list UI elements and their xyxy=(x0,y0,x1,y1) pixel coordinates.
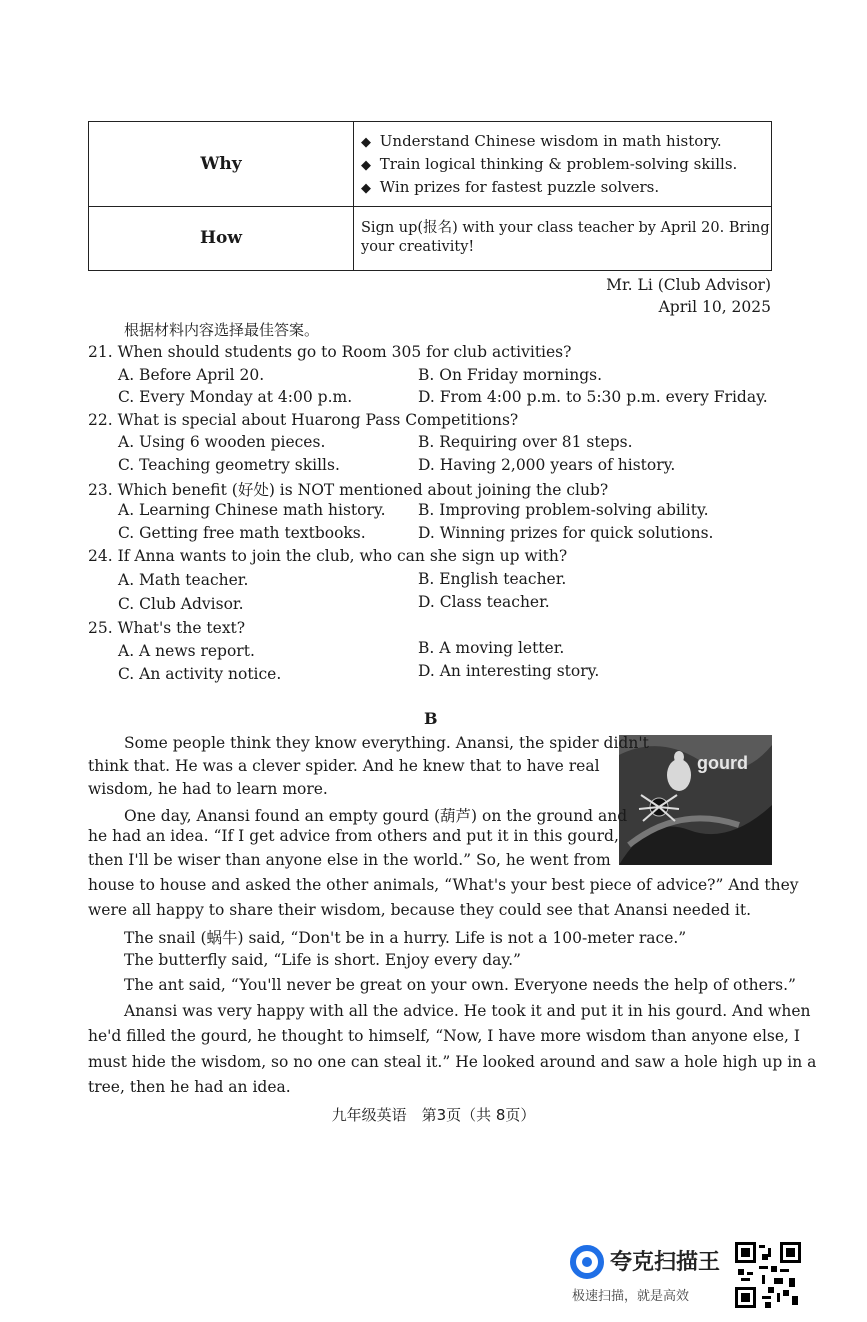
question-stem: 21. When should students go to Room 305 for club activities? xyxy=(88,343,572,361)
option: C. An activity notice. xyxy=(118,665,282,683)
why-item: ◆ Train logical thinking & problem-solving skills. xyxy=(361,155,738,173)
story-line: Anansi was very happy with all the advice. He took it and put it in his gourd. And when xyxy=(124,1002,811,1020)
scanner-brand xyxy=(570,1243,730,1307)
question-stem: 23. Which benefit (好处) is NOT mentioned about joining the club? xyxy=(88,481,609,499)
story-line: then I'll be wiser than anyone else in the world.” So, he went from xyxy=(88,851,611,869)
option: B. On Friday mornings. xyxy=(418,366,602,384)
question-stem: 24. If Anna wants to join the club, who can she sign up with? xyxy=(88,547,568,565)
story-line: house to house and asked the other animals, “What's your best piece of advice?” And they xyxy=(88,876,799,894)
option: D. Class teacher. xyxy=(418,593,550,611)
why-item: ◆ Understand Chinese wisdom in math history. xyxy=(361,132,722,150)
diamond-icon: ◆ xyxy=(361,181,371,196)
gourd-label: gourd xyxy=(697,753,748,773)
spider-gourd-illustration xyxy=(619,735,772,865)
why-row xyxy=(89,122,771,207)
signature-date: April 10, 2025 xyxy=(658,298,771,316)
how-text: Sign up(报名) with your class teacher by April 20. Bring xyxy=(361,220,770,236)
option: D. Winning prizes for quick solutions. xyxy=(418,524,714,542)
option: A. A news report. xyxy=(118,642,255,660)
why-label: Why xyxy=(89,122,354,206)
option: C. Club Advisor. xyxy=(118,595,244,613)
option: A. Math teacher. xyxy=(118,571,249,589)
option: C. Getting free math textbooks. xyxy=(118,524,366,542)
page-footer: 九年级英语 第3页（共 8页） xyxy=(331,1106,536,1124)
how-label: How xyxy=(89,206,354,270)
diamond-icon: ◆ xyxy=(361,135,371,150)
quark-logo-icon xyxy=(570,1245,604,1279)
question-stem: 25. What's the text? xyxy=(88,619,246,637)
question-stem: 22. What is special about Huarong Pass Competitions? xyxy=(88,411,519,429)
option: C. Every Monday at 4:00 p.m. xyxy=(118,388,353,406)
signature-name: Mr. Li (Club Advisor) xyxy=(606,276,771,294)
diamond-icon: ◆ xyxy=(361,158,371,173)
instruction: 根据材料内容选择最佳答案。 xyxy=(124,321,320,339)
option: A. Learning Chinese math history. xyxy=(118,501,386,519)
story-line: he had an idea. “If I get advice from others and put it in this gourd, xyxy=(88,827,619,845)
story-line: tree, then he had an idea. xyxy=(88,1078,291,1096)
section-heading: B xyxy=(424,709,438,728)
info-table xyxy=(88,121,772,271)
story-line: think that. He was a clever spider. And he knew that to have real xyxy=(88,757,600,775)
story-line: wisdom, he had to learn more. xyxy=(88,780,328,798)
option: C. Teaching geometry skills. xyxy=(118,456,340,474)
story-line: Some people think they know everything. Anansi, the spider didn't xyxy=(124,734,649,752)
how-row xyxy=(89,206,771,270)
story-line: The ant said, “You'll never be great on your own. Everyone needs the help of others.” xyxy=(124,976,796,994)
story-line: The snail (蜗牛) said, “Don't be in a hurry. Life is not a 100-meter race.” xyxy=(124,929,687,947)
story-line: must hide the wisdom, so no one can steal it.” He looked around and saw a hole high up in a xyxy=(88,1053,817,1071)
brand-name: 夸克扫描王 xyxy=(610,1250,721,1275)
option: B. Improving problem-solving ability. xyxy=(418,501,709,519)
why-item: ◆ Win prizes for fastest puzzle solvers. xyxy=(361,178,660,196)
option: D. From 4:00 p.m. to 5:30 p.m. every Friday. xyxy=(418,388,768,406)
option: D. An interesting story. xyxy=(418,662,600,680)
story-line: One day, Anansi found an empty gourd (葫芦) on the ground and xyxy=(124,807,628,825)
option: A. Using 6 wooden pieces. xyxy=(118,433,326,451)
how-text: your creativity! xyxy=(361,239,475,255)
story-line: The butterfly said, “Life is short. Enjoy every day.” xyxy=(124,951,521,969)
option: B. A moving letter. xyxy=(418,639,565,657)
option: B. English teacher. xyxy=(418,570,567,588)
qr-code-icon xyxy=(735,1242,801,1308)
option: B. Requiring over 81 steps. xyxy=(418,433,633,451)
option: D. Having 2,000 years of history. xyxy=(418,456,676,474)
story-line: he'd filled the gourd, he thought to himself, “Now, I have more wisdom than anyone else, I xyxy=(88,1027,801,1045)
option: A. Before April 20. xyxy=(118,366,265,384)
story-line: were all happy to share their wisdom, because they could see that Anansi needed it. xyxy=(88,901,752,919)
brand-slogan: 极速扫描，就是高效 xyxy=(572,1289,690,1304)
